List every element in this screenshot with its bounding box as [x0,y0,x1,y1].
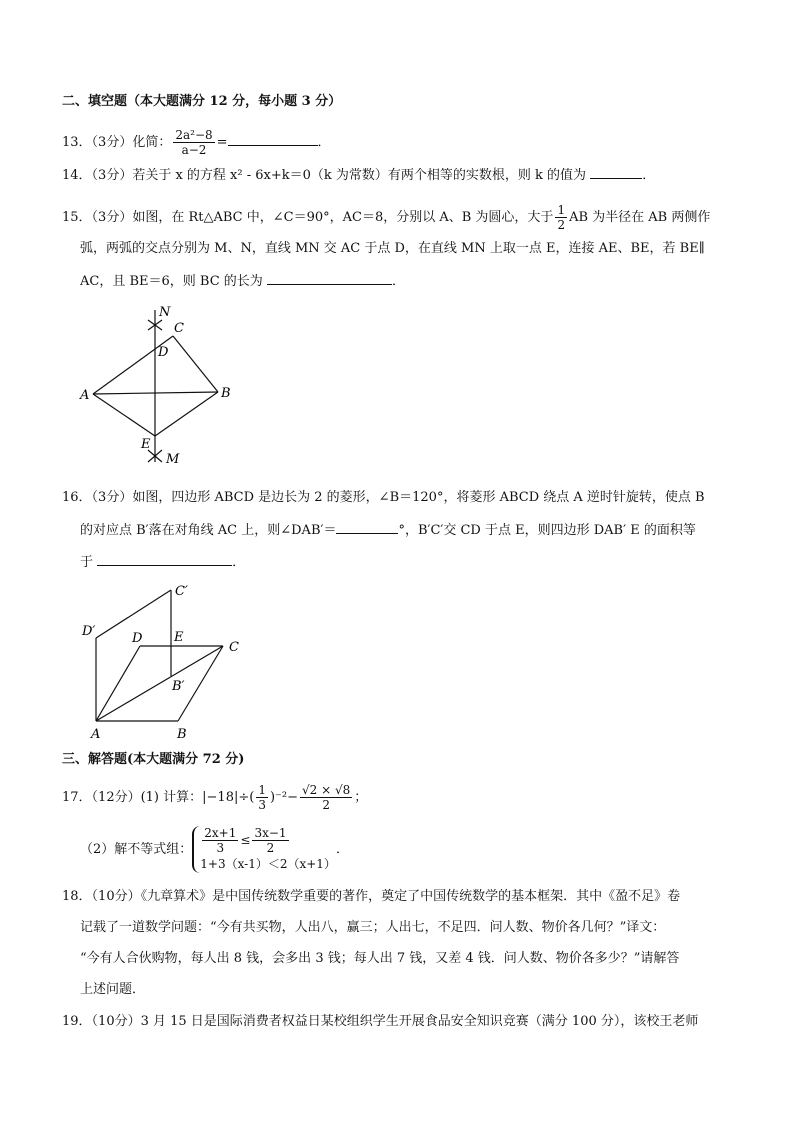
fig2-label-c-prime: C′ [175,584,188,599]
fig2-label-c: C [229,640,239,655]
q18-score: （10分） [91,889,141,904]
question-19-line-1 [62,1013,698,1031]
q19-number: 19． [62,1014,92,1029]
question-14 [62,166,655,185]
q17-f2-num: √2 × √8 [302,783,351,797]
fig1-label-d: D [158,345,169,360]
q13-answer-blank[interactable] [228,133,318,146]
question-18-line-1 [62,888,680,906]
fig1-line-cb [173,336,218,392]
q17-f1-den: 3 [258,798,266,812]
q17-part2-label: （2）解不等式组： [80,842,193,857]
question-18-line-3: “今有人合伙购物，每人出 8 钱，会多出 3 钱；每人出 7 钱，又差 4 钱．问人数、物价各多少？”请解答 [80,951,680,966]
question-16-line-1 [62,489,705,507]
q17-ineq-row-1 [200,826,336,855]
q17-exp: )⁻²− [269,790,299,805]
q15-fraction [555,203,567,232]
q15-answer-blank[interactable] [267,272,392,285]
fig2-label-b: B [177,727,187,742]
q13-text: 化简： [132,135,172,150]
question-15-line-3 [80,272,405,291]
q17-r1-num-left: 2x+1 [204,826,237,840]
section-3-title: 三、解答题(本大题满分 72 分) [62,752,245,767]
question-18-line-2: 记载了一道数学问题：“今有共买物，人出八，赢三；人出七，不足四．问人数、物价各几何？”译文： [80,920,666,935]
q17-inequality-system [192,826,336,873]
q15-text-1b: AB 为半径在 AB 两侧作 [569,210,711,225]
q17-leq: ≤ [240,833,251,847]
q16-score: （3分） [91,490,133,505]
q17-r1-den-right: 2 [266,841,275,855]
q13-end: ． [317,135,331,150]
q17-fraction-2 [300,783,352,812]
q14-answer-blank[interactable] [590,166,642,179]
q13-score: （3分） [91,135,133,150]
question-16-line-3 [80,553,245,572]
q13-number: 13． [62,135,92,150]
q16-text-3: 于 [80,555,94,570]
q17-semicolon: ； [354,790,368,805]
q13-denominator: a−2 [181,143,207,157]
question-17-part-2 [80,826,349,873]
q18-text-1: 《九章算术》是中国传统数学重要的著作，奠定了中国传统数学的基本框架．其中《盈不足》卷 [140,889,681,904]
q17-r1-num-right: 3x−1 [254,826,287,840]
figure-1-kite [78,300,248,475]
q17-abs: |−18|÷( [202,790,255,805]
question-15-line-1 [62,203,710,232]
q17-part1-label: (1) 计算： [140,790,203,805]
question-16-line-2 [80,521,696,540]
q13-numerator: 2a²−8 [175,128,213,142]
q16-text-2a: 的对应点 B′落在对角线 AC 上，则∠DAB′＝ [80,523,337,538]
q15-number: 15． [62,210,92,225]
question-17-part-1 [62,783,367,812]
fig2-label-a: A [91,727,101,742]
figure-2-rhombus [78,578,258,748]
q16-answer-blank-2[interactable] [97,553,232,566]
q15-text-3: AC，且 BE＝6，则 BC 的长为 [80,274,263,289]
q16-number: 16． [62,490,92,505]
fig1-label-n: N [159,305,171,320]
fig1-label-e: E [141,437,151,452]
q17-ineq-row-2: 1+3（x-1）＜2（x+1） [200,857,336,871]
q18-number: 18． [62,889,92,904]
q14-number: 14． [62,168,92,183]
q14-text: 若关于 x 的方程 x² - 6x+k＝0（k 为常数）有两个相等的实数根，则 k 的值为 [132,168,587,183]
fig2-line-bc [178,646,223,721]
q17-r1-frac-right [252,826,288,855]
q14-end: ． [642,168,656,183]
section-2-title: 二、填空题（本大题满分 12 分，每小题 3 分） [62,94,342,109]
fig1-label-a: A [80,388,90,403]
fig1-line-ae [93,394,155,436]
fig1-line-eb [155,392,218,436]
q17-f1-num: 1 [258,783,266,797]
q17-f2-den: 2 [322,798,330,812]
question-15-line-2: 弧，两弧的交点分别为 M、N，直线 MN 交 AC 于点 D，在直线 MN 上取一点 E，连接 AE、BE，若 BE∥ [80,241,705,256]
q17-fraction-1 [256,783,268,812]
fig2-label-d: D [132,631,143,646]
q13-fraction [173,128,214,157]
q19-score: （10分） [91,1014,141,1029]
question-18-line-4: 上述问题． [80,982,146,997]
q17-r1-den-left: 3 [216,841,225,855]
q15-end: ． [391,274,405,289]
q19-text-1: 3 月 15 日是国际消费者权益日某校组织学生开展食品安全知识竞赛（满分 100 分），该校王老师 [140,1014,699,1029]
fig2-line-ac [96,646,223,721]
fig1-label-b: B [221,386,231,401]
q14-score: （3分） [91,168,133,183]
q13-equals: = [216,135,228,150]
q15-text-1a: 如图，在 Rt△ABC 中，∠C＝90°，AC＝8，分别以 A、B 为圆心，大于 [132,210,554,225]
q17-score: （12分） [91,790,141,805]
q15-score: （3分） [91,210,133,225]
fig2-label-e: E [174,630,184,645]
fig2-label-d-prime: D′ [82,624,96,639]
question-13 [62,128,331,157]
q16-text-2b: °，B′C′交 CD 于点 E，则四边形 DAB′ E 的面积等 [398,523,696,538]
fig1-label-c: C [174,321,184,336]
q17-number: 17． [62,790,92,805]
fig2-label-b-prime: B′ [172,679,185,694]
q16-answer-blank-1[interactable] [336,521,398,534]
fig1-label-m: M [166,452,180,467]
q17-end: ． [335,842,349,857]
q15-frac-num: 1 [557,203,566,217]
q17-r1-frac-left [202,826,238,855]
fig2-line-ad [96,646,140,721]
q16-end: ． [232,555,246,570]
q15-frac-den: 2 [557,218,566,232]
q16-text-1: 如图，四边形 ABCD 是边长为 2 的菱形，∠B＝120°，将菱形 ABCD 绕点 A 逆时针旋转，使点 B [132,490,705,505]
